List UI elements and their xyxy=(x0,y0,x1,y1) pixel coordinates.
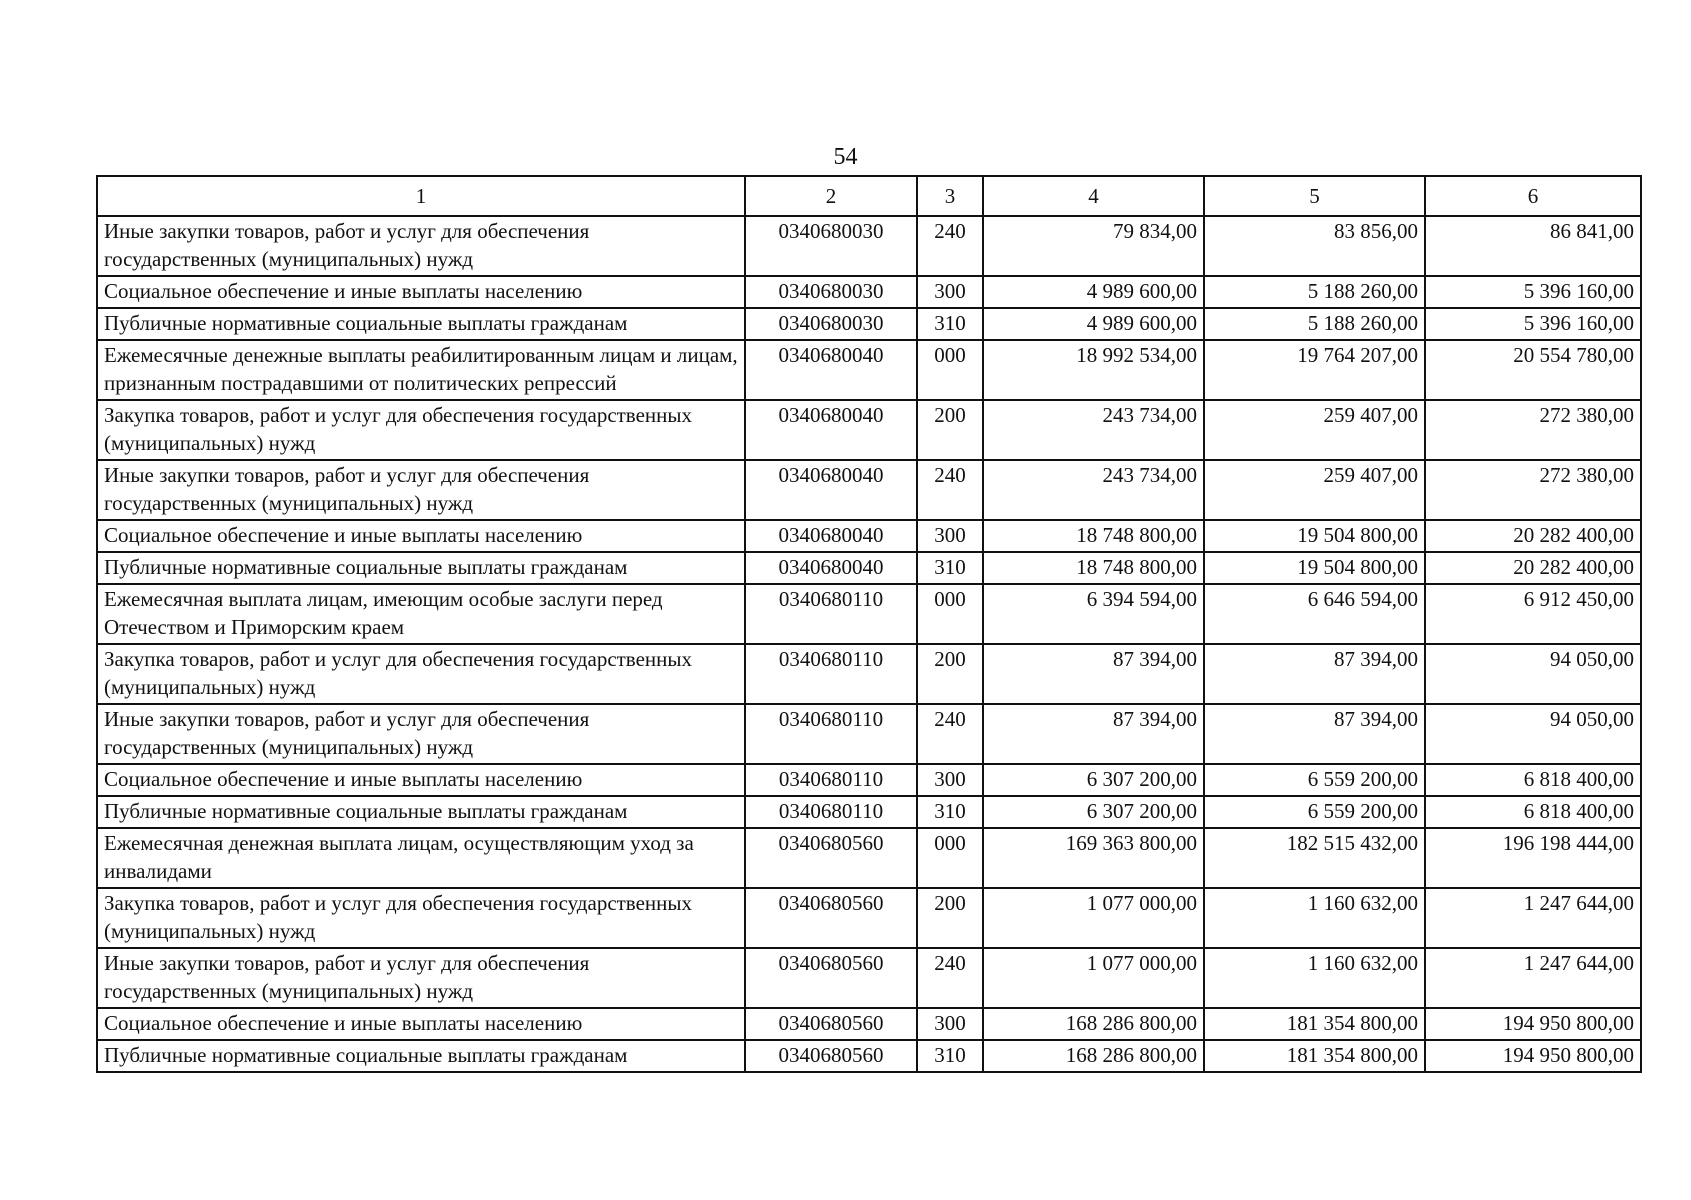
amount-col-4: 4 989 600,00 xyxy=(983,308,1204,340)
amount-col-6: 94 050,00 xyxy=(1425,644,1641,704)
item-name: Социальное обеспечение и иные выплаты населению xyxy=(97,276,745,308)
table-row xyxy=(97,460,1641,520)
amount-col-5: 87 394,00 xyxy=(1204,704,1425,764)
amount-col-4: 243 734,00 xyxy=(983,460,1204,520)
amount-col-6: 6 818 400,00 xyxy=(1425,764,1641,796)
expense-type-code: 310 xyxy=(917,552,983,584)
amount-col-5: 1 160 632,00 xyxy=(1204,888,1425,948)
amount-col-4: 6 394 594,00 xyxy=(983,584,1204,644)
item-name: Иные закупки товаров, работ и услуг для обеспечения государственных (муниципальных) нужд xyxy=(97,948,745,1008)
table-row xyxy=(97,704,1641,764)
item-name: Иные закупки товаров, работ и услуг для обеспечения государственных (муниципальных) нужд xyxy=(97,460,745,520)
amount-col-5: 19 504 800,00 xyxy=(1204,520,1425,552)
amount-col-4: 79 834,00 xyxy=(983,216,1204,276)
item-name: Закупка товаров, работ и услуг для обеспечения государственных (муниципальных) нужд xyxy=(97,644,745,704)
target-article-code: 0340680110 xyxy=(745,644,917,704)
table-row xyxy=(97,1008,1641,1040)
expense-type-code: 310 xyxy=(917,796,983,828)
amount-col-6: 196 198 444,00 xyxy=(1425,828,1641,888)
amount-col-4: 18 748 800,00 xyxy=(983,552,1204,584)
header-row xyxy=(97,176,1641,216)
item-name: Ежемесячная денежная выплата лицам, осуществляющим уход за инвалидами xyxy=(97,828,745,888)
expense-type-code: 000 xyxy=(917,584,983,644)
amount-col-4: 243 734,00 xyxy=(983,400,1204,460)
column-header-4: 4 xyxy=(983,176,1204,216)
amount-col-6: 20 282 400,00 xyxy=(1425,520,1641,552)
amount-col-5: 181 354 800,00 xyxy=(1204,1008,1425,1040)
amount-col-4: 1 077 000,00 xyxy=(983,948,1204,1008)
amount-col-6: 272 380,00 xyxy=(1425,460,1641,520)
expense-type-code: 200 xyxy=(917,888,983,948)
budget-table xyxy=(96,175,1642,1073)
table-row xyxy=(97,948,1641,1008)
column-header-5: 5 xyxy=(1204,176,1425,216)
item-name: Социальное обеспечение и иные выплаты населению xyxy=(97,1008,745,1040)
target-article-code: 0340680110 xyxy=(745,764,917,796)
target-article-code: 0340680040 xyxy=(745,400,917,460)
item-name: Закупка товаров, работ и услуг для обеспечения государственных (муниципальных) нужд xyxy=(97,888,745,948)
expense-type-code: 310 xyxy=(917,308,983,340)
page-number: 54 xyxy=(833,144,858,170)
table-row xyxy=(97,520,1641,552)
amount-col-6: 5 396 160,00 xyxy=(1425,276,1641,308)
amount-col-6: 194 950 800,00 xyxy=(1425,1008,1641,1040)
amount-col-6: 20 282 400,00 xyxy=(1425,552,1641,584)
table-row xyxy=(97,552,1641,584)
amount-col-6: 6 912 450,00 xyxy=(1425,584,1641,644)
expense-type-code: 240 xyxy=(917,948,983,1008)
amount-col-5: 259 407,00 xyxy=(1204,400,1425,460)
expense-type-code: 300 xyxy=(917,276,983,308)
expense-type-code: 300 xyxy=(917,520,983,552)
item-name: Иные закупки товаров, работ и услуг для обеспечения государственных (муниципальных) нужд xyxy=(97,216,745,276)
expense-type-code: 200 xyxy=(917,644,983,704)
column-header-6: 6 xyxy=(1425,176,1641,216)
expense-type-code: 240 xyxy=(917,460,983,520)
column-header-2: 2 xyxy=(745,176,917,216)
expense-type-code: 310 xyxy=(917,1040,983,1072)
expense-type-code: 200 xyxy=(917,400,983,460)
amount-col-4: 4 989 600,00 xyxy=(983,276,1204,308)
table-row xyxy=(97,828,1641,888)
table-row xyxy=(97,216,1641,276)
amount-col-5: 1 160 632,00 xyxy=(1204,948,1425,1008)
expense-type-code: 300 xyxy=(917,764,983,796)
amount-col-5: 6 646 594,00 xyxy=(1204,584,1425,644)
amount-col-5: 259 407,00 xyxy=(1204,460,1425,520)
target-article-code: 0340680110 xyxy=(745,704,917,764)
target-article-code: 0340680560 xyxy=(745,828,917,888)
amount-col-4: 6 307 200,00 xyxy=(983,764,1204,796)
item-name: Публичные нормативные социальные выплаты гражданам xyxy=(97,308,745,340)
amount-col-5: 83 856,00 xyxy=(1204,216,1425,276)
amount-col-6: 86 841,00 xyxy=(1425,216,1641,276)
amount-col-5: 6 559 200,00 xyxy=(1204,764,1425,796)
item-name: Социальное обеспечение и иные выплаты населению xyxy=(97,520,745,552)
item-name: Иные закупки товаров, работ и услуг для обеспечения государственных (муниципальных) нужд xyxy=(97,704,745,764)
item-name: Социальное обеспечение и иные выплаты населению xyxy=(97,764,745,796)
amount-col-6: 5 396 160,00 xyxy=(1425,308,1641,340)
amount-col-5: 181 354 800,00 xyxy=(1204,1040,1425,1072)
amount-col-4: 87 394,00 xyxy=(983,704,1204,764)
target-article-code: 0340680110 xyxy=(745,584,917,644)
amount-col-4: 168 286 800,00 xyxy=(983,1008,1204,1040)
target-article-code: 0340680040 xyxy=(745,552,917,584)
amount-col-5: 5 188 260,00 xyxy=(1204,308,1425,340)
table-body xyxy=(97,216,1641,1072)
amount-col-5: 182 515 432,00 xyxy=(1204,828,1425,888)
table-row xyxy=(97,644,1641,704)
column-header-3: 3 xyxy=(917,176,983,216)
amount-col-6: 1 247 644,00 xyxy=(1425,888,1641,948)
amount-col-6: 6 818 400,00 xyxy=(1425,796,1641,828)
item-name: Публичные нормативные социальные выплаты гражданам xyxy=(97,552,745,584)
amount-col-6: 1 247 644,00 xyxy=(1425,948,1641,1008)
expense-type-code: 300 xyxy=(917,1008,983,1040)
amount-col-4: 168 286 800,00 xyxy=(983,1040,1204,1072)
amount-col-5: 87 394,00 xyxy=(1204,644,1425,704)
expense-type-code: 000 xyxy=(917,828,983,888)
table-row xyxy=(97,1040,1641,1072)
target-article-code: 0340680030 xyxy=(745,276,917,308)
amount-col-5: 6 559 200,00 xyxy=(1204,796,1425,828)
table-row xyxy=(97,796,1641,828)
amount-col-6: 94 050,00 xyxy=(1425,704,1641,764)
item-name: Закупка товаров, работ и услуг для обеспечения государственных (муниципальных) нужд xyxy=(97,400,745,460)
table-row xyxy=(97,764,1641,796)
item-name: Публичные нормативные социальные выплаты гражданам xyxy=(97,1040,745,1072)
target-article-code: 0340680560 xyxy=(745,1008,917,1040)
table-row xyxy=(97,276,1641,308)
table-row xyxy=(97,584,1641,644)
column-header-1: 1 xyxy=(97,176,745,216)
target-article-code: 0340680560 xyxy=(745,948,917,1008)
amount-col-5: 5 188 260,00 xyxy=(1204,276,1425,308)
amount-col-5: 19 764 207,00 xyxy=(1204,340,1425,400)
item-name: Ежемесячная выплата лицам, имеющим особые заслуги перед Отечеством и Приморским краем xyxy=(97,584,745,644)
amount-col-4: 1 077 000,00 xyxy=(983,888,1204,948)
amount-col-4: 87 394,00 xyxy=(983,644,1204,704)
amount-col-6: 194 950 800,00 xyxy=(1425,1040,1641,1072)
expense-type-code: 240 xyxy=(917,704,983,764)
item-name: Публичные нормативные социальные выплаты гражданам xyxy=(97,796,745,828)
amount-col-4: 6 307 200,00 xyxy=(983,796,1204,828)
item-name: Ежемесячные денежные выплаты реабилитированным лицам и лицам, признанным пострадавшими от политических репрессий xyxy=(97,340,745,400)
target-article-code: 0340680040 xyxy=(745,460,917,520)
target-article-code: 0340680040 xyxy=(745,340,917,400)
target-article-code: 0340680110 xyxy=(745,796,917,828)
target-article-code: 0340680560 xyxy=(745,888,917,948)
table-row xyxy=(97,888,1641,948)
amount-col-4: 169 363 800,00 xyxy=(983,828,1204,888)
amount-col-5: 19 504 800,00 xyxy=(1204,552,1425,584)
table-row xyxy=(97,340,1641,400)
target-article-code: 0340680040 xyxy=(745,520,917,552)
target-article-code: 0340680560 xyxy=(745,1040,917,1072)
amount-col-4: 18 748 800,00 xyxy=(983,520,1204,552)
expense-type-code: 240 xyxy=(917,216,983,276)
amount-col-4: 18 992 534,00 xyxy=(983,340,1204,400)
target-article-code: 0340680030 xyxy=(745,308,917,340)
table-row xyxy=(97,308,1641,340)
amount-col-6: 272 380,00 xyxy=(1425,400,1641,460)
expense-type-code: 000 xyxy=(917,340,983,400)
target-article-code: 0340680030 xyxy=(745,216,917,276)
table-row xyxy=(97,400,1641,460)
amount-col-6: 20 554 780,00 xyxy=(1425,340,1641,400)
